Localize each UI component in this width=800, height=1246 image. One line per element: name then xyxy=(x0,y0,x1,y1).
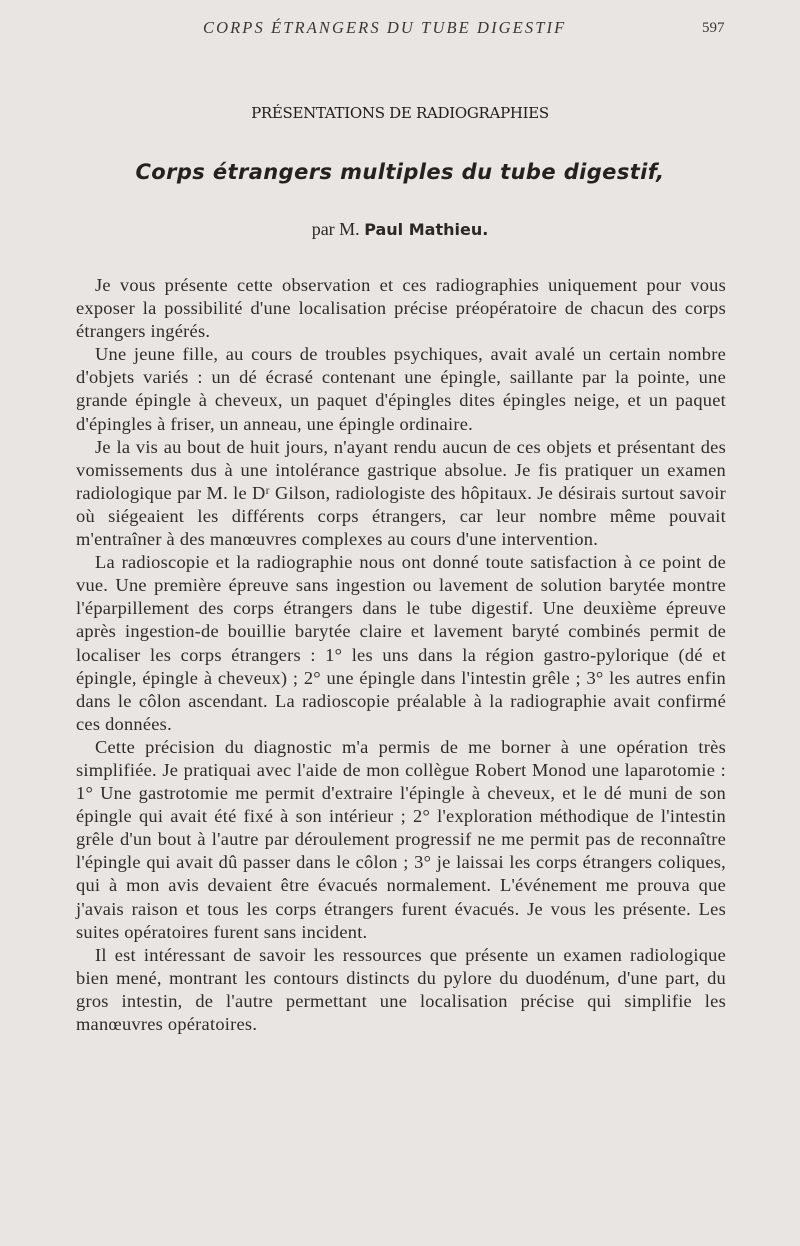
paragraph: Il est intéressant de savoir les ressources que présente un examen radiologique bien mené, montrant les contours distincts du pylore du duodénum, d'une part, du gros intestin, de l'autre permettant une localisation précise qui simplifie les manœuvres opératoires. xyxy=(76,944,726,1034)
paragraph: Je vous présente cette observation et ces radiographies uniquement pour vous exposer la possibilité d'une localisation précise préopératoire de chacun des corps étrangers ingérés. xyxy=(76,275,726,342)
author-name: Paul Mathieu. xyxy=(364,220,489,239)
body-text xyxy=(76,274,726,1036)
article-title: Corps étrangers multiples du tube digestif, xyxy=(135,160,665,184)
running-head xyxy=(0,18,800,44)
paragraph: Je la vis au bout de huit jours, n'ayant rendu aucun de ces objets et présentant des vomissements dus à une intolérance gastrique absolue. Je fis pratiquer un examen radiologique par M. le Dʳ Gilson, radiologiste des hôpitaux. Je désirais surtout savoir où siégeaient les différents corps étrangers, car leur nombre même pouvait m'entraîner à des manœuvres complexes au cours d'une intervention. xyxy=(76,436,726,550)
running-title: CORPS ÉTRANGERS DU TUBE DIGESTIF xyxy=(203,18,567,37)
page-number: 597 xyxy=(702,20,725,36)
paragraph: Une jeune fille, au cours de troubles psychiques, avait avalé un certain nombre d'objets variés : un dé écrasé contenant une épingle, saillante par la pointe, une grande épingle à cheveux, un paquet d'épingles dites épingles neige, et un paquet d'épingles à friser, un anneau, une épingle ordinaire. xyxy=(76,344,726,434)
paragraph: La radioscopie et la radiographie nous ont donné toute satisfaction à ce point de vue. Une première épreuve sans ingestion ou lavement de solution barytée montre l'éparpillement des corps étrangers dans le tube digestif. Une deuxième épreuve après ingestion-de bouillie barytée claire et lavement baryté combinés permit de localiser les corps étrangers : 1° les uns dans la région gastro-pylorique (dé et épingle, épingle à cheveux) ; 2° une épingle dans l'intestin grêle ; 3° les autres enfin dans le côlon ascendant. La radioscopie préalable à la radiographie avait confirmé ces données. xyxy=(76,552,726,734)
byline-prefix: par M. xyxy=(311,219,360,239)
byline xyxy=(0,219,800,240)
paragraph: Cette précision du diagnostic m'a permis de me borner à une opération très simplifiée. Je pratiquai avec l'aide de mon collègue Robert Monod une laparotomie : 1° Une gastrotomie me permit d'extraire l'épingle à cheveux, et le dé muni de son épingle qui avait été fixé à son intérieur ; 2° l'exploration méthodique de l'intestin grêle d'un bout à l'autre par déroulement progressif ne me permit pas de reconnaître l'épingle qui avait dû passer dans le côlon ; 3° je laissai les corps étrangers coliques, qui à mon avis devaient être évacués normalement. L'événement me prouva que j'avais raison et tous les corps étrangers furent évacués. Je vous les présente. Les suites opératoires furent sans incident. xyxy=(76,736,726,942)
section-title: PRÉSENTATIONS DE RADIOGRAPHIES xyxy=(251,104,549,122)
